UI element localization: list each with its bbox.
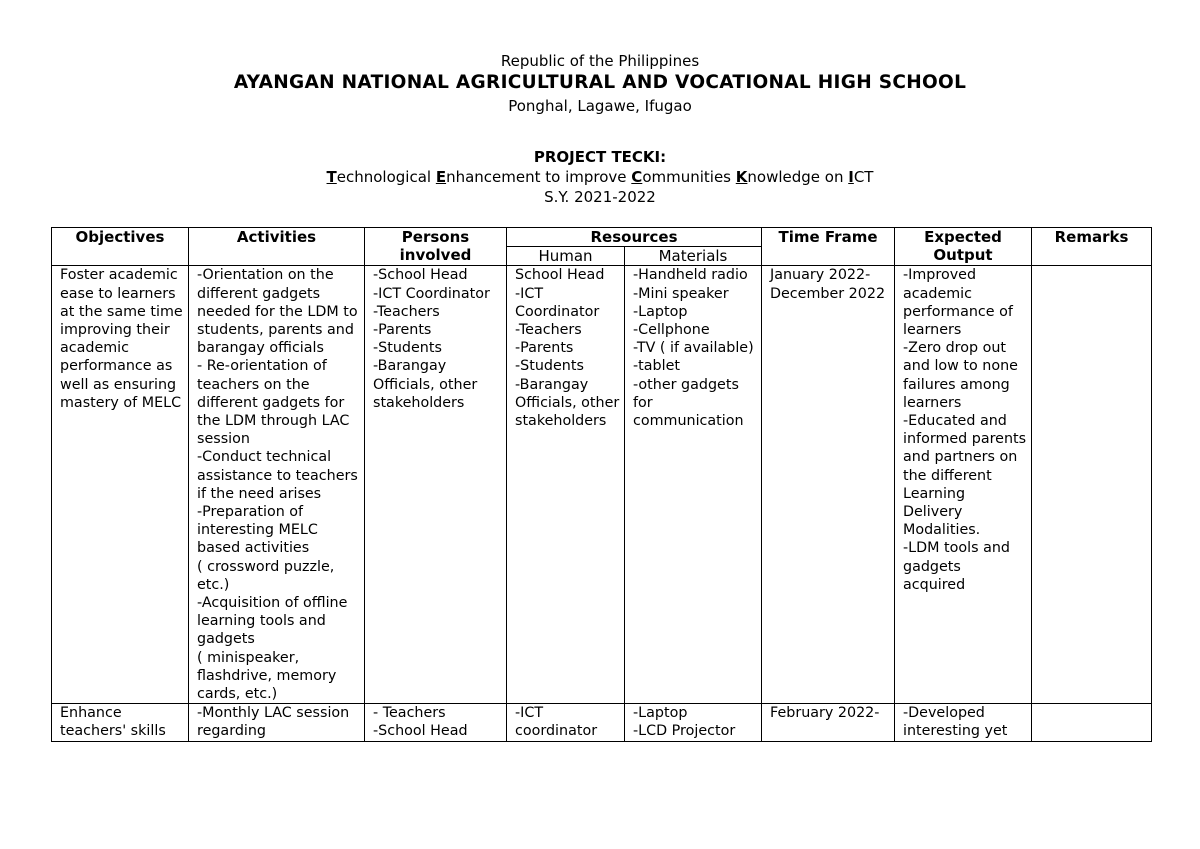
cell-human: -ICT coordinator — [507, 704, 625, 741]
header-republic: Republic of the Philippines — [500, 52, 700, 70]
cell-expected-output: -Improved academic performance of learners -Zero drop out and low to none failures among learners -Educated and informed parents and partners on the different Learning Delivery Modalities. -LDM tools and gadgets acquired — [895, 266, 1032, 704]
col-header-expected-output: Expected Output — [895, 228, 1032, 266]
cell-materials: -Handheld radio -Mini speaker -Laptop -Cellphone -TV ( if available) -tablet -other gadgets for communication — [625, 266, 762, 704]
project-subtitle — [0, 168, 1200, 186]
header-row — [52, 228, 1152, 247]
cell-human: School Head -ICT Coordinator -Teachers -Parents -Students -Barangay Officials, other stakeholders — [507, 266, 625, 704]
subtitle-text: echnological — [336, 168, 436, 186]
subtitle-text: nhancement to improve — [446, 168, 632, 186]
cell-objectives: Foster academic ease to learners at the same time improving their academic performance as well as ensuring mastery of MELC — [52, 266, 189, 704]
cell-activities: -Monthly LAC session regarding — [189, 704, 365, 741]
subtitle-text: ommunities — [642, 168, 736, 186]
table-row — [52, 704, 1152, 741]
cell-persons: - Teachers -School Head — [365, 704, 507, 741]
col-header-activities: Activities — [189, 228, 365, 266]
cell-time-frame: February 2022- — [762, 704, 895, 741]
cell-activities: -Orientation on the different gadgets needed for the LDM to students, parents and barangay officials - Re-orientation of teachers on the different gadgets for the LDM through LAC session -Conduct technical assistance to teachers if the need arises -Preparation of interesting MELC based activities ( crossword puzzle, etc.) -Acquisition of offline learning tools and gadgets ( minispeaker, flashdrive, memory cards, etc.) — [189, 266, 365, 704]
cell-expected-output: -Developed interesting yet — [895, 704, 1032, 741]
acronym-letter: C — [631, 168, 643, 186]
cell-persons: -School Head -ICT Coordinator -Teachers -Parents -Students -Barangay Officials, other stakeholders — [365, 266, 507, 704]
col-header-resources: Resources — [507, 228, 762, 247]
acronym-letter: E — [435, 168, 447, 186]
school-address: Ponghal, Lagawe, Ifugao — [508, 97, 692, 115]
cell-materials: -Laptop -LCD Projector — [625, 704, 762, 741]
col-header-time-frame: Time Frame — [762, 228, 895, 266]
school-year: S.Y. 2021-2022 — [544, 188, 656, 206]
col-header-remarks: Remarks — [1032, 228, 1152, 266]
cell-time-frame: January 2022-December 2022 — [762, 266, 895, 704]
acronym-letter: I — [848, 168, 854, 186]
acronym-letter: K — [735, 168, 748, 186]
subtitle-text: CT — [853, 168, 874, 186]
school-name: AYANGAN NATIONAL AGRICULTURAL AND VOCATIONAL HIGH SCHOOL — [233, 72, 967, 93]
col-header-human: Human — [507, 247, 625, 266]
subtitle-text: nowledge on — [747, 168, 849, 186]
cell-remarks — [1032, 266, 1152, 704]
project-title: PROJECT TECKI: — [533, 148, 667, 166]
action-plan-table — [51, 227, 1152, 742]
acronym-letter: T — [326, 168, 337, 186]
col-header-materials: Materials — [625, 247, 762, 266]
cell-remarks — [1032, 704, 1152, 741]
cell-objectives: Enhance teachers' skills — [52, 704, 189, 741]
table-row — [52, 266, 1152, 704]
col-header-objectives: Objectives — [52, 228, 189, 266]
col-header-persons: Persons involved — [365, 228, 507, 266]
